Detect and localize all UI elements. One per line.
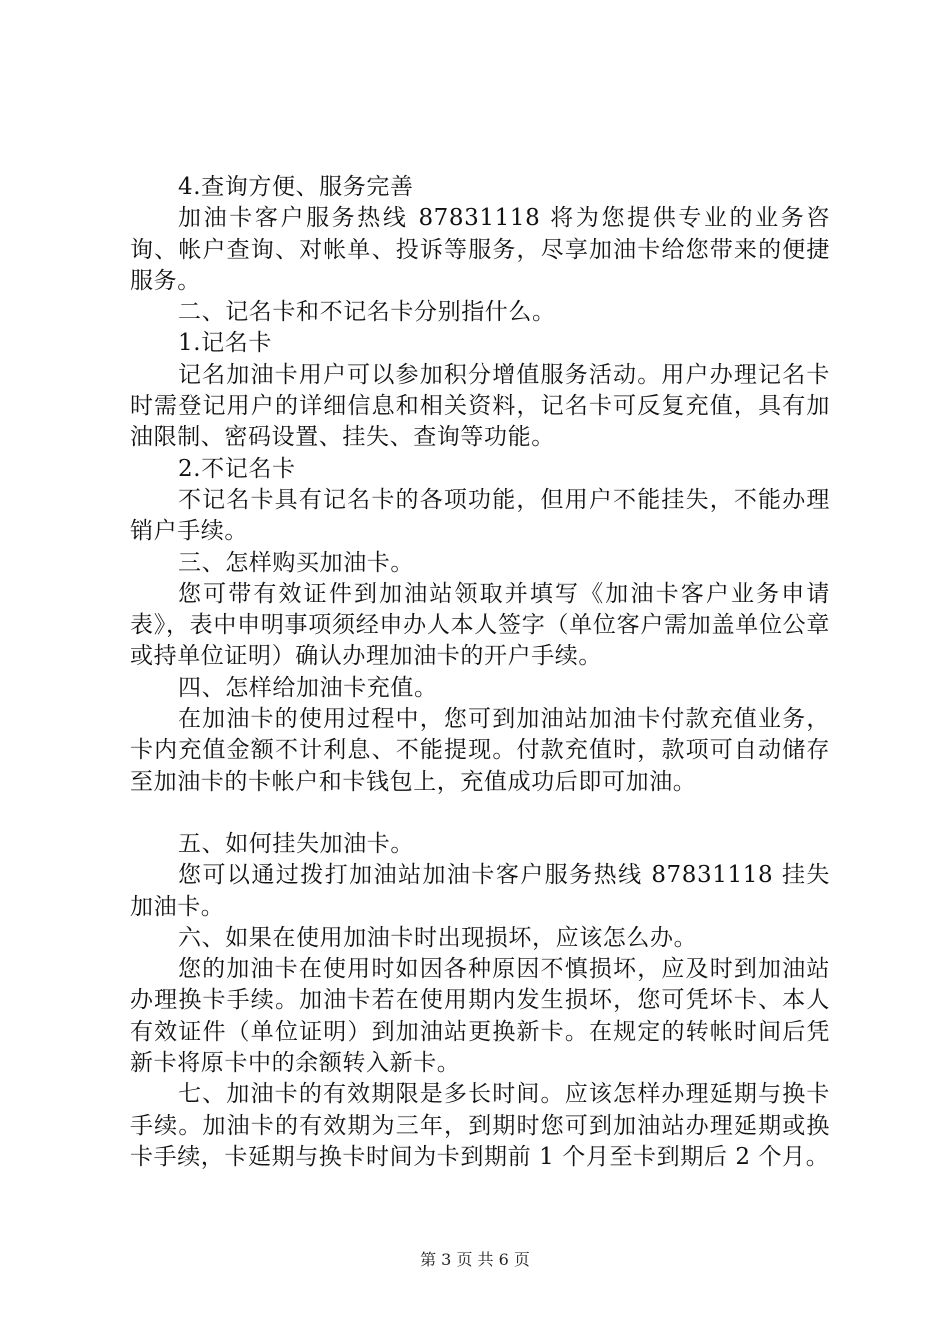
section-heading-card-types: 二、记名卡和不记名卡分别指什么。: [178, 299, 556, 326]
section-heading-convenient-query: 4.查询方便、服务完善: [178, 174, 414, 200]
page-number-footer: 第 3 页 共 6 页: [420, 1250, 530, 1269]
paragraph-purchase: 您可带有效证件到加油站领取并填写《加油卡客户业务申请表》，表中申明事项须经申办人本人签字（单位客户需加盖单位公章或持单位证明）确认办理加油卡的开户手续。: [130, 580, 830, 670]
document-body: [130, 172, 830, 1173]
section-heading-recharge: 四、怎样给加油卡充值。: [178, 674, 438, 701]
paragraph-registered-card: 记名加油卡用户可以参加积分增值服务活动。用户办理记名卡时需登记用户的详细信息和相关资料，记名卡可反复充值，具有加油限制、密码设置、挂失、查询等功能。: [130, 361, 830, 451]
section-heading-purchase: 三、怎样购买加油卡。: [178, 549, 414, 576]
subheading-unregistered-card: 2.不记名卡: [178, 455, 296, 482]
subheading-registered-card: 1.记名卡: [178, 330, 272, 357]
paragraph-validity: 七、加油卡的有效期限是多长时间。应该怎样办理延期与换卡手续。加油卡的有效期为三年，到期时您可到加油站办理延期或换卡手续，卡延期与换卡时间为卡到期前 1 个月至卡到期后 2 个月。: [130, 1081, 830, 1170]
paragraph-unregistered-card: 不记名卡具有记名卡的各项功能，但用户不能挂失，不能办理销户手续。: [130, 486, 830, 545]
section-heading-report-loss: 五、如何挂失加油卡。: [178, 830, 414, 857]
paragraph-hotline-service: 加油卡客户服务热线 87831118 将为您提供专业的业务咨询、帐户查询、对帐单、投诉等服务，尽享加油卡给您带来的便捷服务。: [130, 205, 830, 294]
paragraph-damage: 您的加油卡在使用时如因各种原因不慎损坏，应及时到加油站办理换卡手续。加油卡若在使用期内发生损坏，您可凭坏卡、本人有效证件（单位证明）到加油站更换新卡。在规定的转帐时间后凭新卡将原卡中的余额转入新卡。: [130, 956, 830, 1077]
section-heading-damage: 六、如果在使用加油卡时出现损坏，应该怎么办。: [178, 924, 698, 951]
paragraph-recharge: 在加油卡的使用过程中，您可到加油站加油卡付款充值业务，卡内充值金额不计利息、不能提现。付款充值时，款项可自动储存至加油卡的卡帐户和卡钱包上，充值成功后即可加油。: [130, 706, 830, 795]
paragraph-report-loss: 您可以通过拨打加油站加油卡客户服务热线 87831118 挂失加油卡。: [130, 862, 830, 920]
